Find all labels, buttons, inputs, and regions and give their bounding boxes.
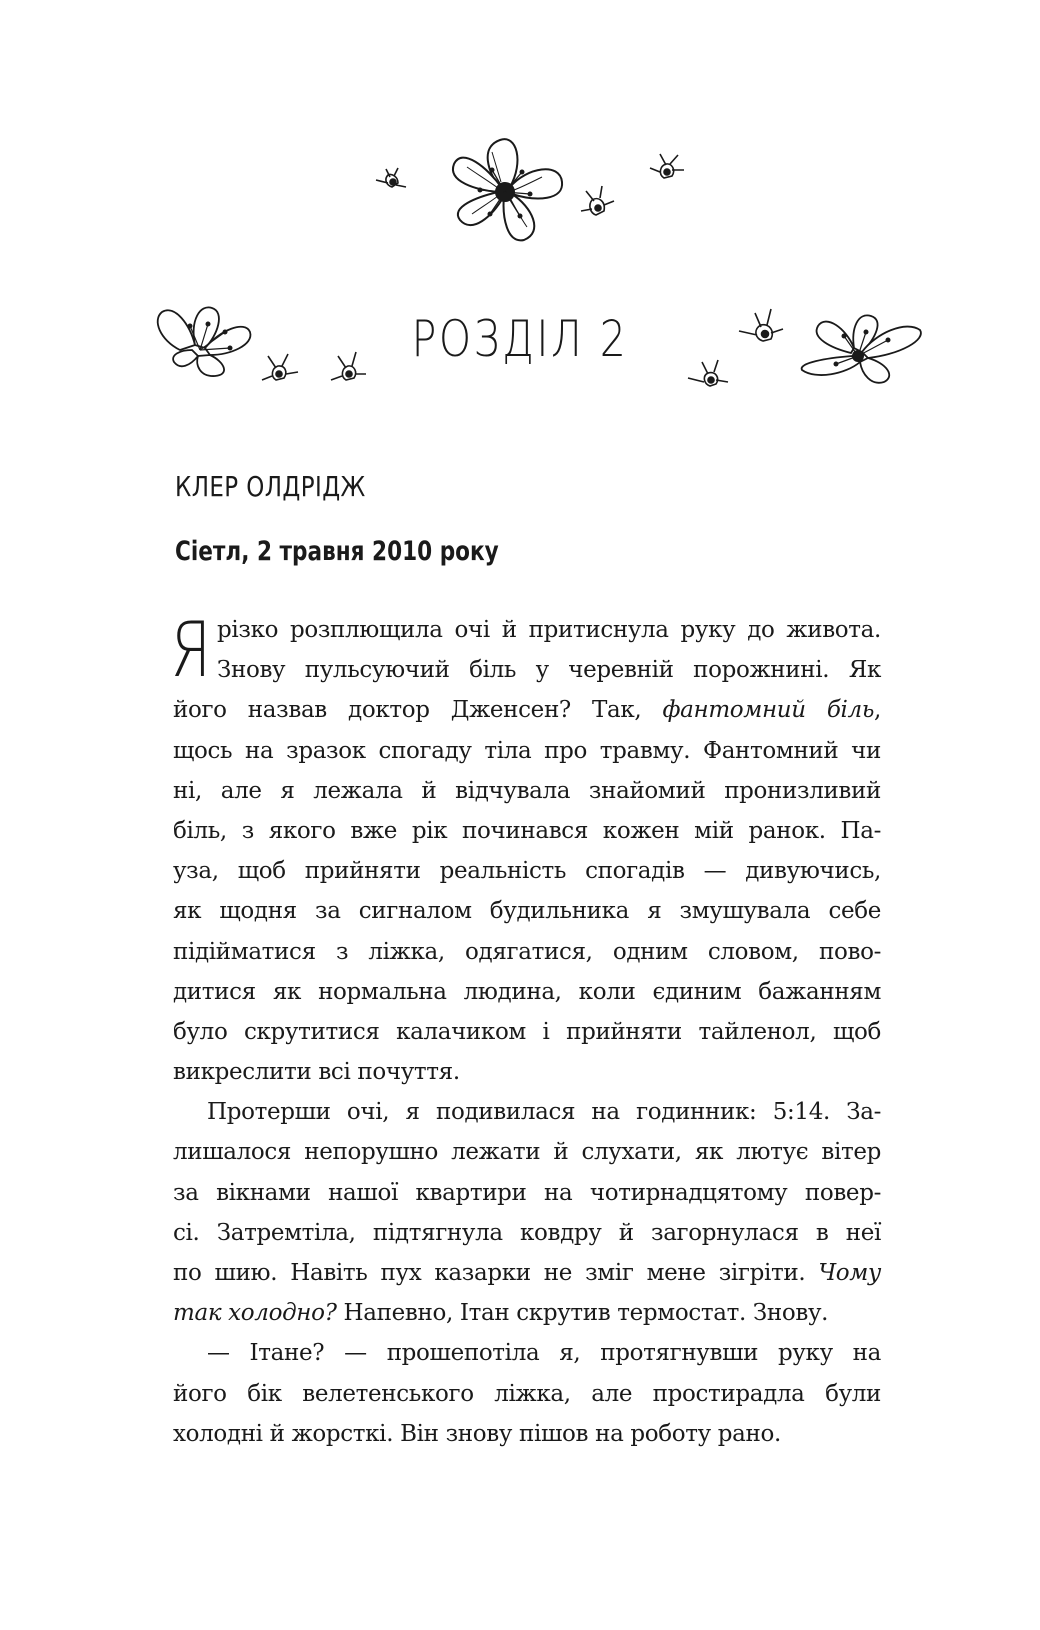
text-line [173, 851, 881, 891]
text-line [173, 1052, 881, 1092]
top-flower-icon [432, 132, 572, 247]
text-line [173, 1213, 881, 1253]
text-line [173, 731, 881, 771]
text-segment: як щодня за сигналом будильника я змушувала себе [173, 898, 881, 925]
italic-text: фантомний біль [662, 697, 875, 724]
text-line [173, 1173, 881, 1213]
text-line [173, 1012, 881, 1052]
text-segment: , [874, 697, 881, 724]
text-segment: його назвав доктор Дженсен? Так, [173, 697, 663, 724]
drop-cap: Я [170, 605, 212, 694]
text-segment: різко розплющила очі й притиснула руку до живота. [217, 617, 881, 643]
text-line [173, 1414, 881, 1454]
text-segment: Протерши очі, я подивилася на годинник: 5:14. За- [207, 1099, 881, 1126]
text-line [173, 1253, 881, 1293]
chapter-title: РОЗДІЛ 2 [411, 310, 629, 368]
text-segment: Напевно, Ітан скрутив термостат. Знову. [336, 1300, 829, 1327]
text-line [173, 1132, 881, 1172]
text-segment: було скрутитися калачиком і прийняти тайленол, щоб [173, 1018, 881, 1045]
text-segment: Знову пульсуючий біль у черевній порожнині. Як [217, 657, 881, 684]
text-segment: холодні й жорсткі. Він знову пішов на роботу рано. [173, 1420, 781, 1447]
text-segment: по шию. Навіть пух казарки не зміг мене зігріти. [173, 1260, 819, 1286]
text-line [173, 891, 881, 931]
bud-icon [372, 165, 408, 195]
text-line [173, 771, 881, 811]
text-segment: сі. Затремтіла, підтягнула ковдру й загорнулася в неї [173, 1219, 881, 1246]
text-segment: підійматися з ліжка, одягатися, одним словом, пово- [173, 938, 881, 965]
text-segment: його бік велетенського ліжка, але простирадла були [173, 1380, 881, 1407]
body-text [173, 610, 881, 1454]
text-segment: лишалося непорушно лежати й слухати, як лютує вітер [173, 1139, 881, 1166]
text-line [173, 610, 881, 650]
text-line [173, 690, 881, 730]
author-name: КЛЕР ОЛДРІДЖ [175, 470, 366, 503]
text-segment: уза, щоб прийняти реальність спогадів — дивуючись, [173, 858, 881, 885]
text-segment: біль, з якого вже рік починався кожен мій ранок. Па- [173, 817, 881, 844]
text-line [173, 932, 881, 972]
text-segment: за вікнами нашої квартири на чотирнадцятому повер- [173, 1179, 881, 1206]
text-line [173, 1092, 881, 1132]
text-segment: викреслити всі почуття. [173, 1059, 460, 1086]
place-date: Сіетл, 2 травня 2010 року [175, 536, 499, 567]
bud-icon [648, 150, 686, 186]
text-line [173, 972, 881, 1012]
text-segment: щось на зразок спогаду тіла про травму. Фантомний чи [173, 737, 881, 764]
text-line [173, 811, 881, 851]
text-segment: дитися як нормальна людина, коли єдиним бажанням [173, 978, 881, 1005]
italic-text: Чому [818, 1260, 881, 1286]
text-line [173, 650, 881, 690]
text-line [173, 1333, 881, 1373]
text-line [173, 1293, 881, 1333]
text-segment: ні, але я лежала й відчувала знайомий пронизливий [173, 777, 881, 804]
italic-text: так холодно? [173, 1300, 337, 1327]
text-line [173, 1374, 881, 1414]
bud-icon [578, 183, 616, 223]
text-segment: — Ітане? — прошепотіла я, протягнувши руку на [207, 1340, 881, 1367]
